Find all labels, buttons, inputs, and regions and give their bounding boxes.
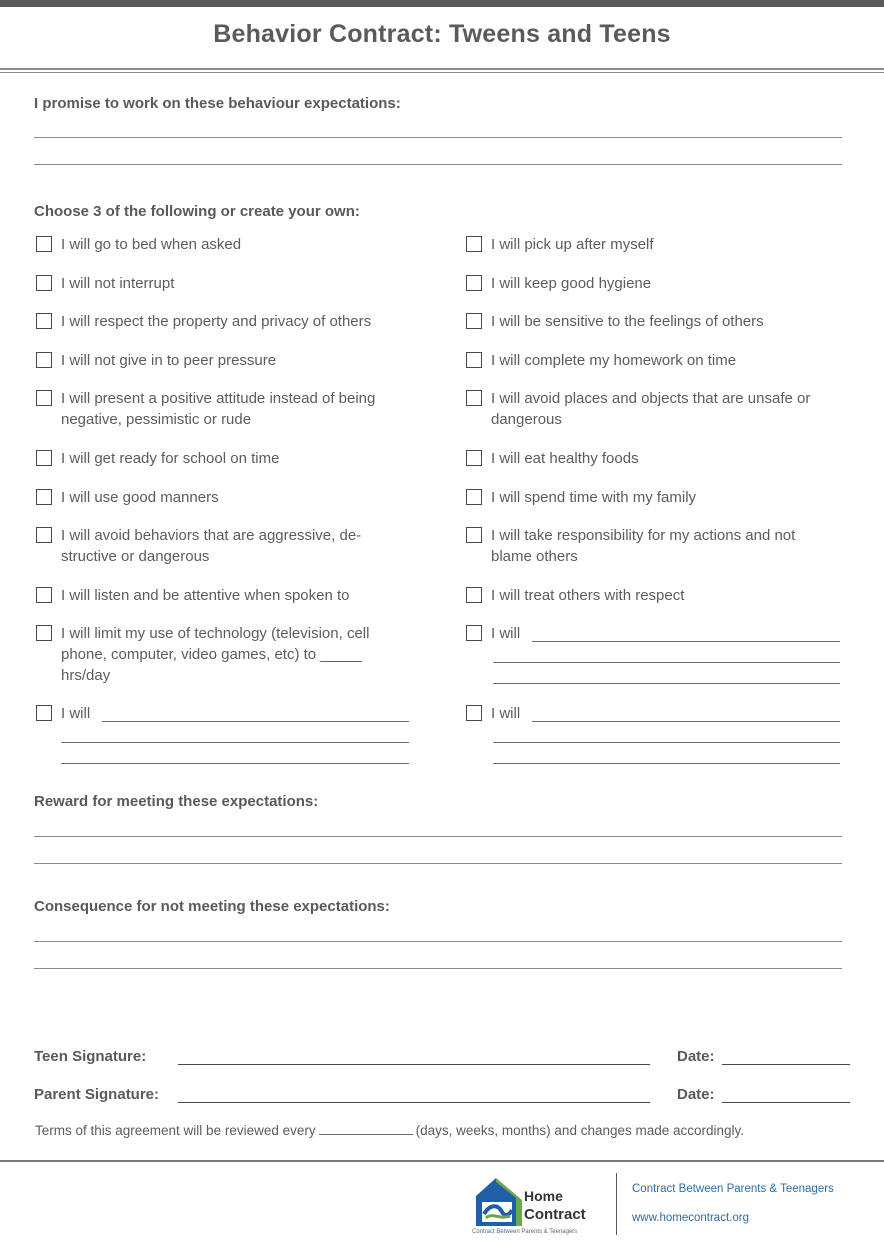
teen-date-field[interactable] — [722, 1064, 850, 1065]
promise-line-1[interactable] — [34, 137, 842, 138]
custom-option-prefix: I will — [491, 705, 521, 722]
option-label: I will keep good hygiene — [491, 275, 652, 292]
custom-option-line[interactable] — [493, 742, 840, 743]
option-label: I will present a positive attitude instead of being negative, pessimistic or rude — [61, 390, 376, 428]
checkbox[interactable] — [36, 625, 52, 641]
terms-before: Terms of this agreement will be reviewed every — [35, 1123, 316, 1138]
custom-option-line[interactable] — [532, 721, 840, 722]
consequence-line-1[interactable] — [34, 941, 842, 942]
custom-option-line[interactable] — [61, 763, 409, 764]
checkbox[interactable] — [466, 527, 482, 543]
footer-vertical-divider — [616, 1173, 617, 1235]
promise-line-2[interactable] — [34, 164, 842, 165]
checkbox[interactable] — [466, 625, 482, 641]
terms-after: (days, weeks, months) and changes made accordingly. — [415, 1123, 745, 1138]
option-label: I will eat healthy foods — [491, 450, 639, 467]
option-label: I will treat others with respect — [491, 587, 685, 604]
checkbox[interactable] — [466, 705, 482, 721]
parent-signature-label: Parent Signature: — [34, 1086, 160, 1103]
checkbox[interactable] — [36, 275, 52, 291]
reward-line-2[interactable] — [34, 863, 842, 864]
footer-caption: Contract Between Parents & Teenagers — [632, 1183, 834, 1195]
home-contract-logo — [472, 1174, 612, 1236]
house-logo-icon — [472, 1174, 524, 1228]
footer-website-link[interactable]: www.homecontract.org — [632, 1212, 749, 1224]
option-label: I will pick up after myself — [491, 236, 654, 253]
logo-text-home: Home — [524, 1188, 563, 1204]
choose-label: Choose 3 of the following or create your own: — [34, 203, 360, 220]
option-label: I will spend time with my family — [491, 489, 697, 506]
checkbox[interactable] — [466, 352, 482, 368]
custom-option-prefix: I will — [491, 625, 521, 642]
option-label: I will complete my homework on time — [491, 352, 737, 369]
custom-option-line[interactable] — [493, 683, 840, 684]
option-label: I will be sensitive to the feelings of others — [491, 313, 764, 330]
custom-option-line[interactable] — [493, 763, 840, 764]
option-label: I will take responsibility for my actions and not blame others — [491, 527, 796, 565]
custom-option-line[interactable] — [532, 641, 840, 642]
option-label: I will respect the property and privacy of others — [61, 313, 372, 330]
parent-date-field[interactable] — [722, 1102, 850, 1103]
checkbox[interactable] — [466, 587, 482, 603]
checkbox[interactable] — [466, 236, 482, 252]
custom-option-line[interactable] — [61, 742, 409, 743]
custom-option-prefix: I will — [61, 705, 91, 722]
option-label: I will listen and be attentive when spoken to — [61, 587, 350, 604]
title-divider — [0, 68, 884, 70]
parent-signature-field[interactable] — [178, 1102, 650, 1103]
option-label: I will go to bed when asked — [61, 236, 242, 253]
checkbox[interactable] — [36, 587, 52, 603]
checkbox[interactable] — [466, 450, 482, 466]
title-divider-thin — [0, 72, 884, 73]
option-label: I will use good manners — [61, 489, 219, 506]
terms-text — [35, 1123, 744, 1138]
promise-label: I promise to work on these behaviour expectations: — [34, 95, 401, 112]
logo-text-contract: Contract — [524, 1206, 586, 1223]
logo-tagline: Contract Between Parents & Teenagers — [472, 1229, 578, 1235]
option-label: I will avoid behaviors that are aggressive, de-structive or dangerous — [61, 527, 362, 565]
checkbox[interactable] — [36, 390, 52, 406]
custom-option-line[interactable] — [102, 721, 409, 722]
checkbox[interactable] — [36, 352, 52, 368]
top-bar — [0, 0, 884, 7]
checkbox[interactable] — [36, 313, 52, 329]
review-period-field[interactable] — [319, 1123, 413, 1135]
checkbox[interactable] — [36, 705, 52, 721]
option-label: I will not give in to peer pressure — [61, 352, 277, 369]
teen-date-label: Date: — [677, 1048, 715, 1065]
custom-option-line[interactable] — [493, 662, 840, 663]
checkbox[interactable] — [36, 489, 52, 505]
page-title: Behavior Contract: Tweens and Teens — [213, 20, 671, 48]
checkbox[interactable] — [466, 313, 482, 329]
checkbox[interactable] — [36, 450, 52, 466]
footer-divider — [0, 1160, 884, 1162]
consequence-line-2[interactable] — [34, 968, 842, 969]
option-label: I will avoid places and objects that are unsafe or dangerous — [491, 390, 811, 428]
checkbox[interactable] — [36, 236, 52, 252]
checkbox[interactable] — [466, 390, 482, 406]
teen-signature-field[interactable] — [178, 1064, 650, 1065]
teen-signature-label: Teen Signature: — [34, 1048, 147, 1065]
reward-label: Reward for meeting these expectations: — [34, 793, 319, 810]
option-label: I will get ready for school on time — [61, 450, 280, 467]
checkbox[interactable] — [466, 489, 482, 505]
parent-date-label: Date: — [677, 1086, 715, 1103]
reward-line-1[interactable] — [34, 836, 842, 837]
consequence-label: Consequence for not meeting these expectations: — [34, 898, 390, 915]
checkbox[interactable] — [36, 527, 52, 543]
option-label: I will not interrupt — [61, 275, 175, 292]
option-label: I will limit my use of technology (television, cell phone, computer, video games, etc) to _____ hrs/day — [61, 625, 370, 684]
checkbox[interactable] — [466, 275, 482, 291]
